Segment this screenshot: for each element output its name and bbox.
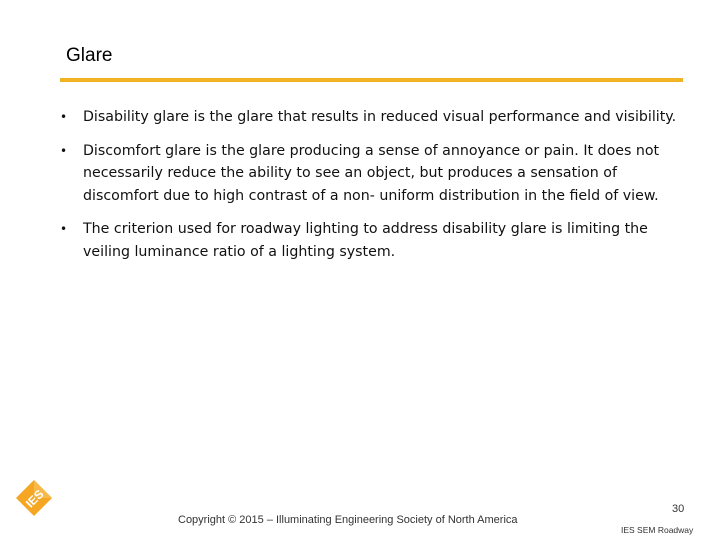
page-number: 30 [672,503,685,515]
bullet-text: Disability glare is the glare that results in reduced visual performance and visibility. [83,109,677,125]
bullet-dot-icon: • [60,143,68,158]
title-underline [60,78,683,82]
bullet-dot-icon: • [60,110,68,124]
bullet-item [60,140,690,208]
logo-text: IES [22,486,47,511]
bullet-text: Discomfort glare is the glare producing a sense of annoyance or pain. It does not necessarily reduce the ability to see an object, but produces a sensation of discomfort due to high contrast of a non- uniform distribution in the field of view. [83,142,660,204]
footer-label: IES SEM Roadway [621,525,694,535]
copyright-text: Copyright © 2015 – Illuminating Engineering Society of North America [178,514,518,526]
slide-title: Glare [66,45,113,66]
bullet-item [60,106,690,129]
ies-logo-icon [16,480,52,516]
bullet-list [60,106,690,274]
bullet-dot-icon: • [60,222,68,236]
bullet-text: The criterion used for roadway lighting to address disability glare is limiting the veiling luminance ratio of a lighting system. [83,221,648,260]
bullet-item [60,218,690,263]
